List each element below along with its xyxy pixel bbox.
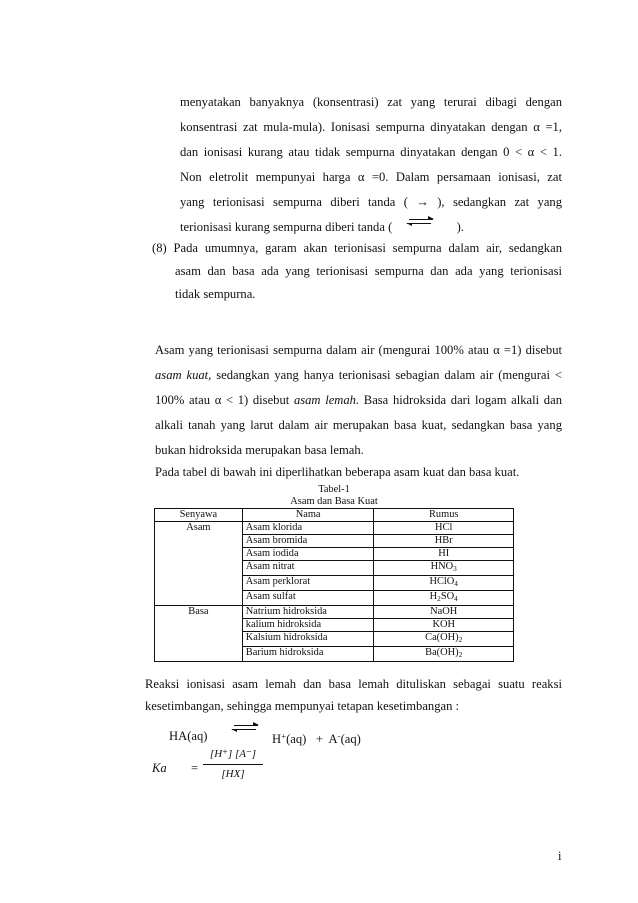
compound-formula: $Ba(OH)_2$ xyxy=(374,647,514,662)
header-rumus: Rumus xyxy=(374,509,514,522)
term-asam-lemah: asam lemah. xyxy=(293,393,360,407)
ion-h-charge: + xyxy=(281,731,287,741)
ka-numerator: [H⁺] [A⁻] xyxy=(209,748,257,760)
compound-formula: HBr xyxy=(374,535,514,548)
ion-h-state: (aq) xyxy=(286,732,307,746)
group-label-acid: Asam xyxy=(155,522,243,535)
equation-rhs xyxy=(272,728,361,747)
alpha-line-2: konsentrasi zat mula-mula). Ionisasi sempurna dinyatakan dengan α =1, xyxy=(180,120,562,134)
ka-denominator: [HX] xyxy=(221,768,245,780)
compound-name: Kalsium hidroksida xyxy=(242,632,374,647)
compound-name: Asam sulfat xyxy=(242,591,374,606)
alpha-line-6-close: ). xyxy=(456,220,464,234)
table-header-row xyxy=(155,509,514,522)
ka-equals: = xyxy=(191,761,199,775)
kuat-line-3-c: Basa hidroksida dari logam alkali dan xyxy=(359,393,562,407)
kuat-line-4: alkali tanah yang larut dalam air merupakan basa kuat, sedangkan basa yang xyxy=(155,418,562,432)
table-intro: Pada tabel di bawah ini diperlihatkan beberapa asam kuat dan basa kuat. xyxy=(155,465,520,479)
item8-line-2: asam dan basa ada yang terionisasi sempurna dan ada yang terionisasi xyxy=(175,264,562,278)
compound-formula: KOH xyxy=(374,619,514,632)
compound-name: Barium hidroksida xyxy=(242,647,374,662)
table-row xyxy=(155,619,514,632)
compound-formula: $H_2SO_4$ xyxy=(374,591,514,606)
table-caption-title: Asam dan Basa Kuat xyxy=(290,496,378,507)
ion-a: A xyxy=(328,732,338,746)
page-number: i xyxy=(558,849,562,863)
compound-formula: NaOH xyxy=(374,606,514,619)
kuat-line-1: Asam yang terionisasi sempurna dalam air (mengurai 100% atau α =1) disebut xyxy=(155,343,562,357)
reaksi-line-1: Reaksi ionisasi asam lemah dan basa lemah dituliskan sebagai suatu reaksi xyxy=(145,677,562,691)
item8-line-3: tidak sempurna. xyxy=(175,287,256,301)
compound-name: Asam klorida xyxy=(242,522,374,535)
table-row xyxy=(155,632,514,647)
equilibrium-arrow-icon xyxy=(405,217,435,227)
header-nama: Nama xyxy=(242,509,374,522)
compound-name: Asam bromida xyxy=(242,535,374,548)
kuat-line-3-a: 100% atau α < 1) disebut xyxy=(155,393,294,407)
kuat-line-2-text: sedangkan yang hanya terionisasi sebagian dalam air (mengurai < xyxy=(211,368,562,382)
compound-name: Natrium hidroksida xyxy=(242,606,374,619)
alpha-line-1: menyatakan banyaknya (konsentrasi) zat yang terurai dibagi dengan xyxy=(180,95,562,109)
compound-formula: HClO$_4$ xyxy=(374,576,514,591)
table-row xyxy=(155,576,514,591)
ion-h: H xyxy=(272,732,282,746)
table-row xyxy=(155,647,514,662)
plus-sign: + xyxy=(315,732,323,746)
compound-name: Asam nitrat xyxy=(242,561,374,576)
term-asam-kuat: asam kuat, xyxy=(155,368,212,382)
compound-name: kalium hidroksida xyxy=(242,619,374,632)
compound-formula: HI xyxy=(374,548,514,561)
kuat-line-2 xyxy=(155,367,562,383)
table-row xyxy=(155,535,514,548)
reaksi-line-2: kesetimbangan, sehingga mempunyai tetapan kesetimbangan : xyxy=(145,699,460,713)
table-row xyxy=(155,522,514,535)
compound-formula: $Ca(OH)_2$ xyxy=(374,632,514,647)
table-caption-number: Tabel-1 xyxy=(318,484,350,495)
kuat-line-5: bukan hidroksida merupakan basa lemah. xyxy=(155,443,364,457)
table-row xyxy=(155,591,514,606)
alpha-line-5: yang terionisasi sempurna diberi tanda ( → ), sedangkan zat yang xyxy=(180,195,562,209)
equation-lhs: HA(aq) xyxy=(169,729,208,743)
compound-name: Asam perklorat xyxy=(242,576,374,591)
compound-formula: $HNO_3$ xyxy=(374,561,514,576)
item8-line-1: (8) Pada umumnya, garam akan terionisasi sempurna dalam air, sedangkan xyxy=(152,241,562,255)
alpha-line-6 xyxy=(180,219,464,235)
acid-base-table xyxy=(154,508,514,662)
fraction-bar xyxy=(203,764,263,765)
ion-a-charge: - xyxy=(337,731,341,741)
compound-name: Asam iodida xyxy=(242,548,374,561)
ka-symbol: Ka xyxy=(152,761,167,775)
table-row xyxy=(155,548,514,561)
equilibrium-arrow-icon xyxy=(230,723,260,733)
compound-formula: HCl xyxy=(374,522,514,535)
alpha-line-4: Non eletrolit mempunyai harga α =0. Dalam persamaan ionisasi, zat xyxy=(180,170,562,184)
alpha-line-3: dan ionisasi kurang atau tidak sempurna dinyatakan dengan 0 < α < 1. xyxy=(180,145,562,159)
group-label-base: Basa xyxy=(155,606,243,619)
header-senyawa: Senyawa xyxy=(155,509,243,522)
ion-a-state: (aq) xyxy=(340,732,361,746)
table-row xyxy=(155,561,514,576)
table-row xyxy=(155,606,514,619)
kuat-line-3 xyxy=(155,392,562,408)
alpha-line-6-text: terionisasi kurang sempurna diberi tanda ( xyxy=(180,220,393,234)
